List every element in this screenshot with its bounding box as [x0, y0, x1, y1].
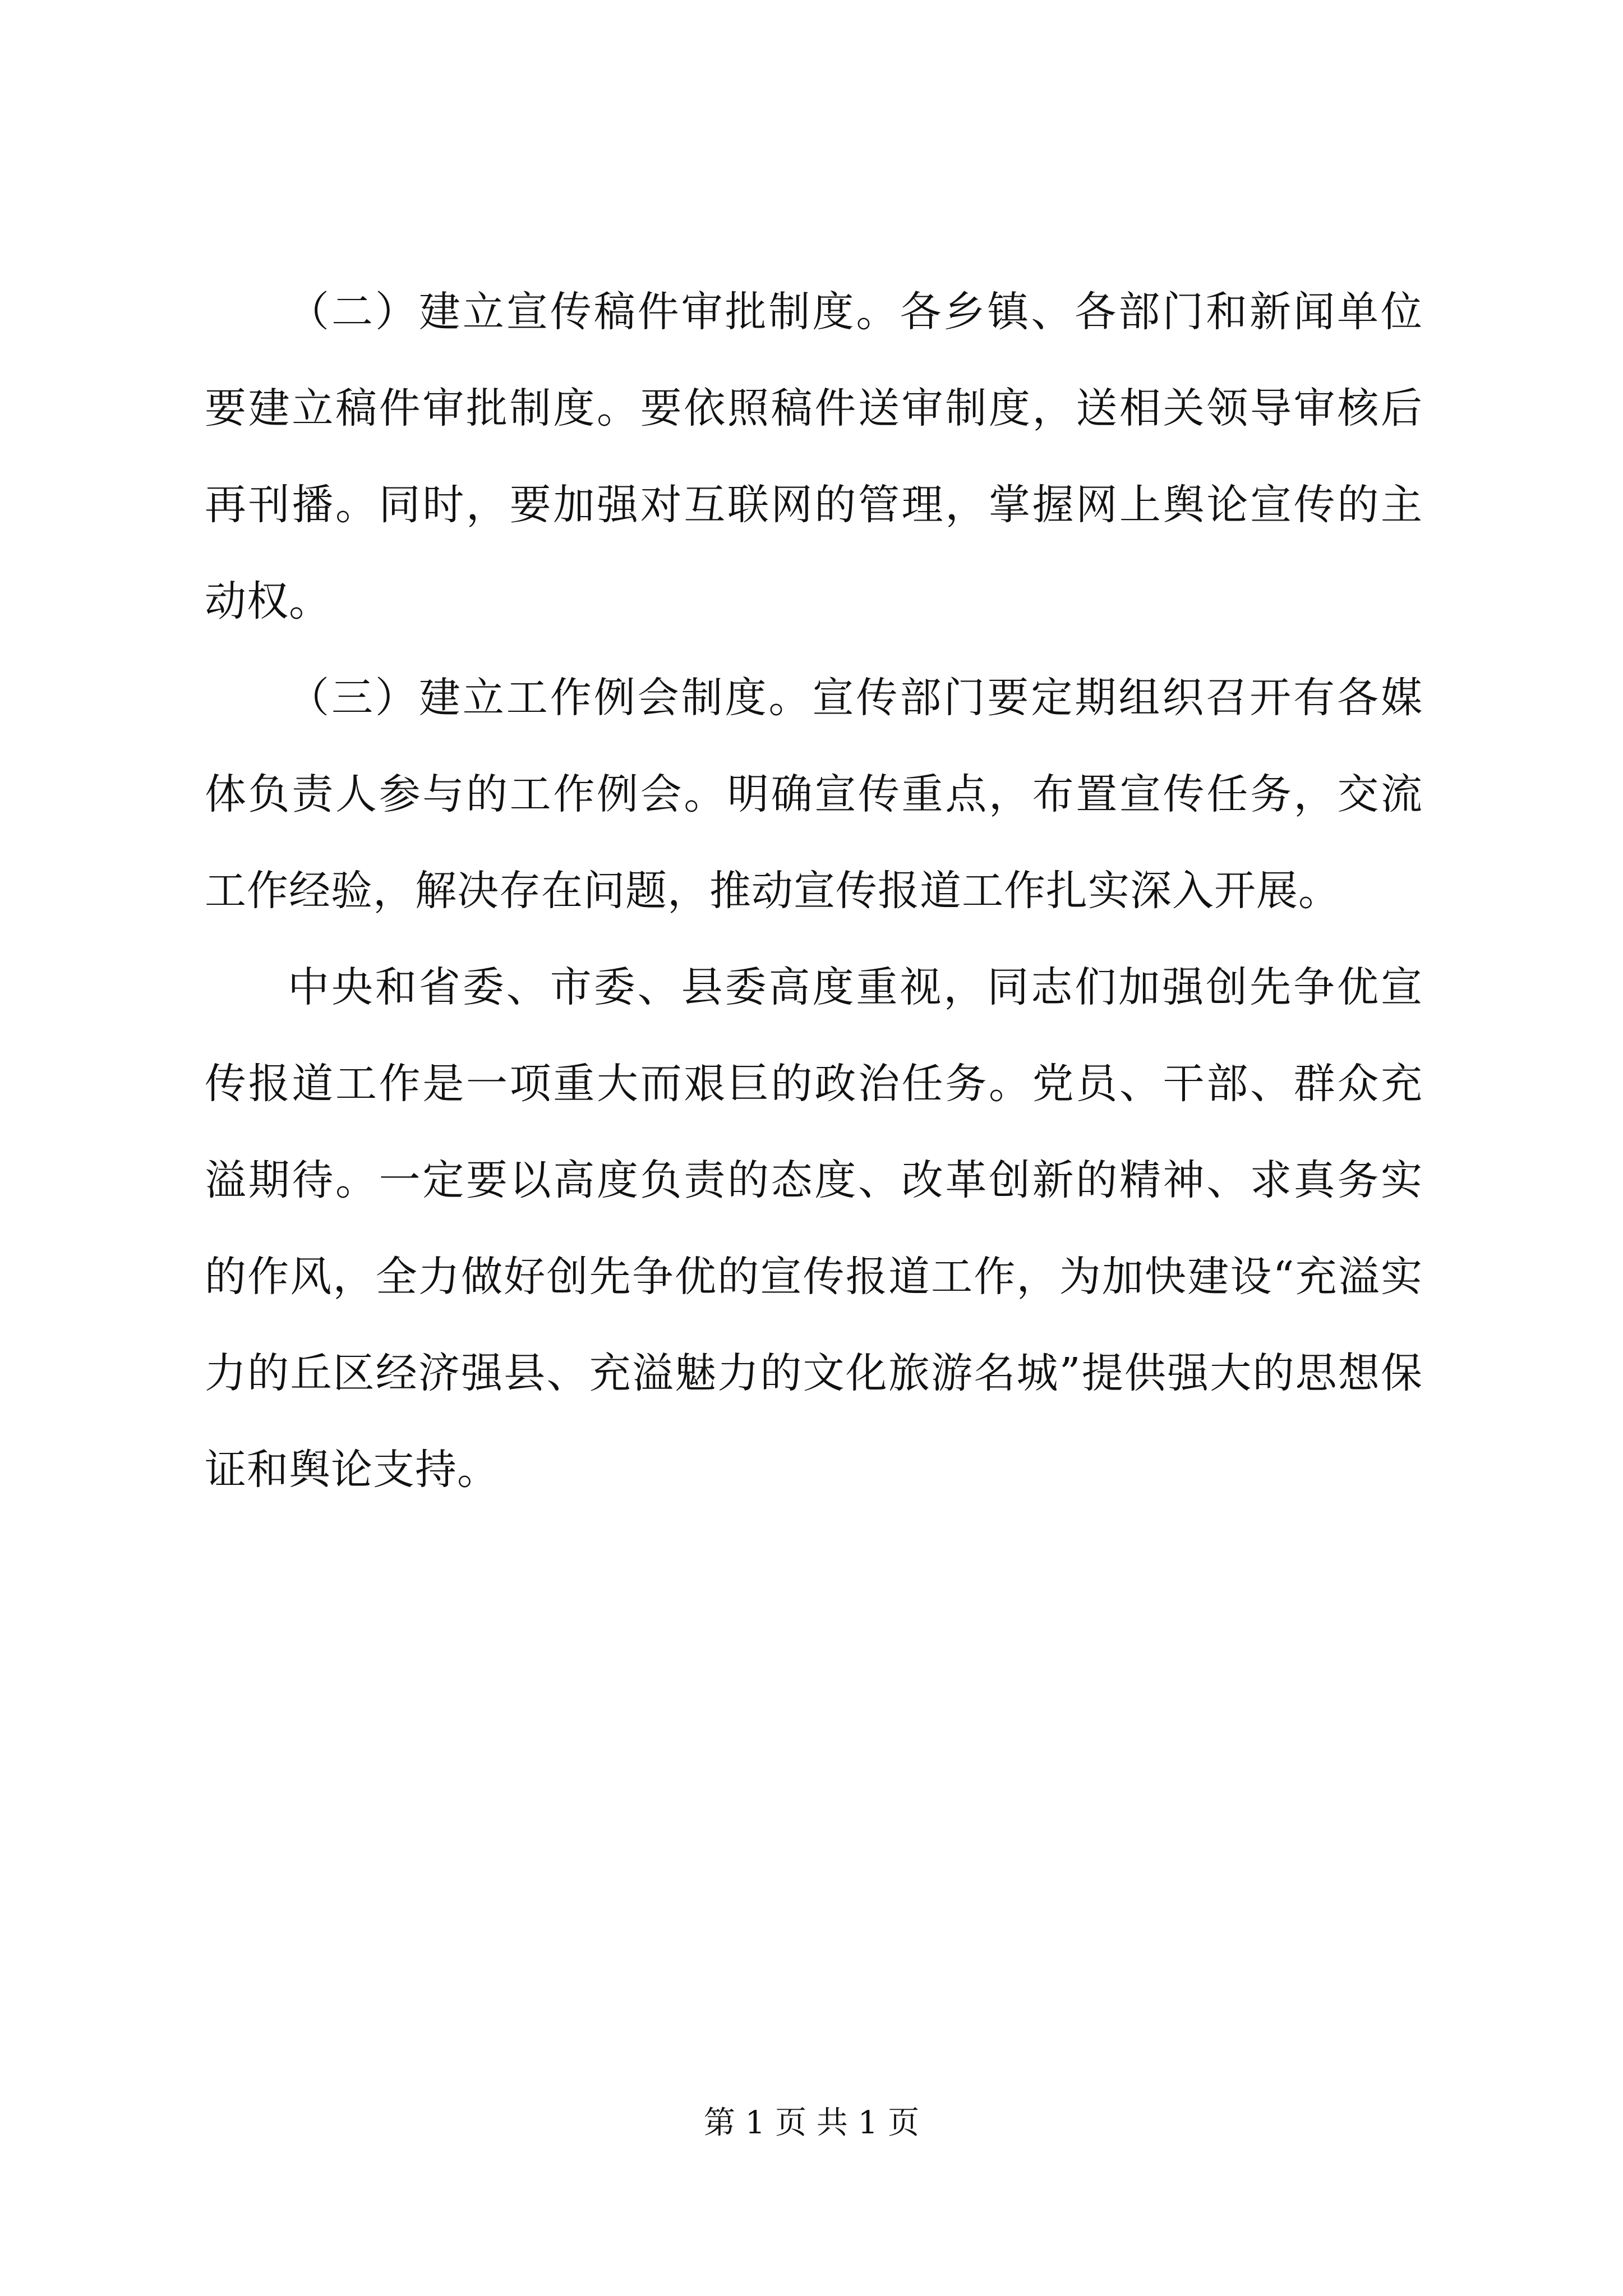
page-number-footer: 第 1 页 共 1 页 [703, 2105, 920, 2141]
document-body [205, 264, 1423, 1518]
paragraph-conclusion: 中央和省委、市委、县委高度重视，同志们加强创先争优宣传报道工作是一项重大而艰巨的政治任务。党员、干部、群众充溢期待。一定要以高度负责的态度、改革创新的精神、求真务实的作风，全力做好创先争优的宣传报道工作，为加快建设“充溢实力的丘区经济强县、充溢魅力的文化旅游名城”提供强大的思想保证和舆论支持。 [205, 963, 1423, 1494]
paragraph-review-system: （二）建立宣传稿件审批制度。各乡镇、各部门和新闻单位要建立稿件审批制度。要依照稿件送审制度，送相关领导审核后再刊播。同时，要加强对互联网的管理，掌握网上舆论宣传的主动权。 [205, 288, 1423, 625]
paragraph-meeting-system: （三）建立工作例会制度。宣传部门要定期组织召开有各媒体负责人参与的工作例会。明确宣传重点，布置宣传任务，交流工作经验，解决存在问题，推动宣传报道工作扎实深入开展。 [205, 674, 1423, 915]
